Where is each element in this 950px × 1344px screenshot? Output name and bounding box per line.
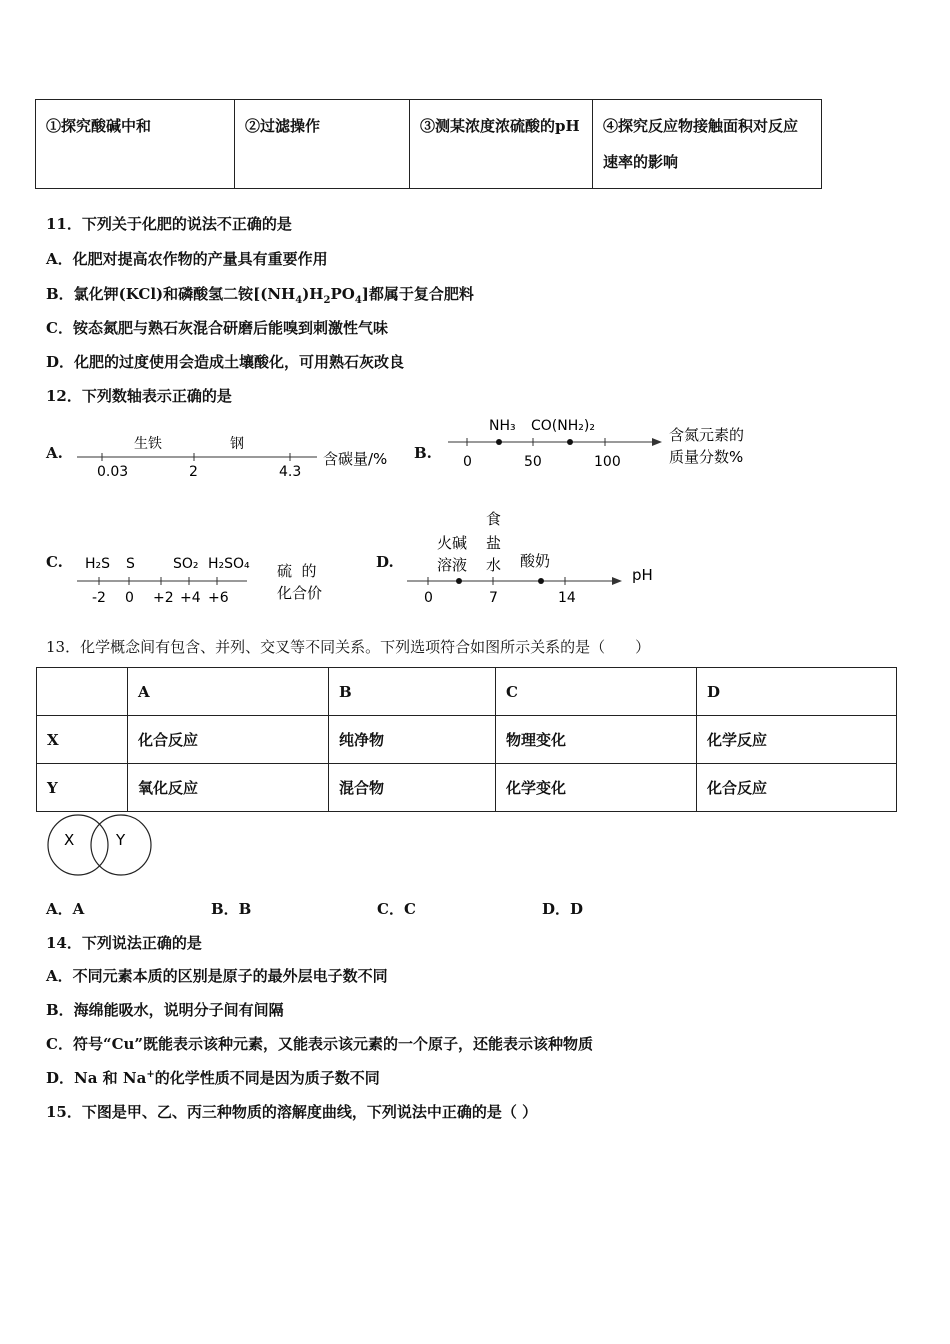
q15-stem: 15．下图是甲、乙、丙三种物质的溶解度曲线，下列说法中正确的是（ ）	[46, 1103, 538, 1121]
q14-option-c: C．符号“Cu”既能表示该种元素，又能表示该元素的一个原子，还能表示该种物质	[46, 1035, 594, 1053]
b-axis-label-1: 含氮元素的	[669, 426, 745, 444]
c-tick-4: +6	[208, 590, 229, 606]
b-axis-label-2: 质量分数%	[669, 448, 744, 466]
a-top-label-1: 钢	[230, 436, 244, 452]
concept-table	[36, 667, 897, 812]
q11-b-pre: B．氯化钾(KCl)和磷酸氢二铵[(NH	[46, 285, 296, 303]
b-tick-1: 50	[524, 454, 542, 470]
c-axis-label-1: 硫 的	[277, 562, 317, 580]
q13-choice-a: A．A	[46, 900, 85, 918]
q12-d-numberline	[402, 508, 702, 608]
d-tick-2: 14	[558, 590, 576, 606]
a-tick-1: 2	[189, 464, 198, 480]
q13-stem: 13．化学概念间有包含、并列、交叉等不同关系。下列选项符合如图所示关系的是（ ）	[46, 638, 651, 656]
table-cell: Y	[37, 764, 128, 812]
q11-option-a: A．化肥对提高农作物的产量具有重要作用	[46, 250, 328, 268]
b-top-label-1: CO(NH₂)₂	[531, 418, 595, 434]
q12-d-letter: D.	[376, 553, 394, 571]
a-axis-label: 含碳量/%	[323, 450, 388, 468]
d-tick-0: 0	[424, 590, 433, 606]
table-cell: 化学变化	[496, 764, 697, 812]
header-cell	[37, 668, 128, 716]
c-tick-3: +4	[180, 590, 201, 606]
q13-choice-d: D．D	[542, 900, 584, 918]
venn-diagram	[44, 812, 164, 882]
table-cell: 氧化反应	[128, 764, 329, 812]
q13-choice-c: C．C	[377, 900, 416, 918]
q11-b-sub3: 4	[354, 295, 362, 306]
q14-d-post: 的化学性质不同是因为质子数不同	[154, 1069, 380, 1087]
d-top-label-water: 水	[486, 556, 502, 574]
venn-y: Y	[116, 831, 126, 849]
a-tick-2: 4.3	[279, 464, 302, 480]
table-cell: 化学反应	[697, 716, 897, 764]
q14-stem: 14．下列说法正确的是	[46, 934, 202, 952]
a-top-label-0: 生铁	[134, 436, 162, 452]
cell-3: ③测某浓度浓硫酸的pH	[410, 100, 593, 189]
d-tick-1: 7	[489, 590, 498, 606]
q14-d-pre: D．Na 和 Na	[46, 1069, 147, 1087]
d-top-label-yogurt: 酸奶	[520, 552, 551, 570]
q12-a-letter: A.	[46, 444, 63, 462]
venn-x: X	[64, 831, 75, 849]
table-cell: 物理变化	[496, 716, 697, 764]
c-top-label-1: S	[126, 556, 135, 572]
q12-stem: 12．下列数轴表示正确的是	[46, 387, 232, 405]
cell-4: ④探究反应物接触面积对反应速率的影响	[593, 100, 822, 189]
header-cell: A	[128, 668, 329, 716]
c-top-label-3: H₂SO₄	[208, 556, 250, 572]
table-cell: 纯净物	[329, 716, 496, 764]
d-top-label-solution: 溶液	[437, 556, 468, 574]
header-cell: C	[496, 668, 697, 716]
b-tick-2: 100	[594, 454, 621, 470]
q11-option-d: D．化肥的过度使用会造成土壤酸化，可用熟石灰改良	[46, 353, 405, 371]
q11-option-c: C．铵态氮肥与熟石灰混合研磨后能嗅到刺激性气味	[46, 319, 388, 337]
c-tick-1: 0	[125, 590, 134, 606]
q12-b-numberline	[440, 412, 790, 474]
q11-b-post: ]都属于复合肥料	[361, 285, 474, 303]
q14-option-b: B．海绵能吸水，说明分子间有间隔	[46, 1001, 284, 1019]
table-row	[37, 764, 897, 812]
b-tick-0: 0	[463, 454, 472, 470]
q14-option-a: A．不同元素本质的区别是原子的最外层电子数不同	[46, 967, 388, 985]
q11-stem: 11．下列关于化肥的说法不正确的是	[46, 215, 292, 233]
q11-b-sub1: 4	[295, 295, 303, 306]
table-cell: 化合反应	[128, 716, 329, 764]
header-cell: D	[697, 668, 897, 716]
header-cell: B	[329, 668, 496, 716]
table-cell: 混合物	[329, 764, 496, 812]
d-top-label-firealkali: 火碱	[437, 534, 468, 552]
cell-1: ①探究酸碱中和	[36, 100, 235, 189]
q12-a-numberline	[72, 428, 402, 488]
c-top-label-0: H₂S	[85, 556, 111, 572]
table-cell: X	[37, 716, 128, 764]
a-tick-0: 0.03	[97, 464, 129, 480]
c-tick-2: +2	[153, 590, 174, 606]
c-top-label-2: SO₂	[173, 556, 199, 572]
experiment-table	[35, 99, 822, 189]
q11-b-mid2: PO	[330, 285, 355, 303]
q12-c-letter: C.	[46, 553, 63, 571]
d-top-label-salt: 盐	[486, 534, 502, 552]
q12-c-numberline	[72, 548, 372, 610]
c-axis-label-2: 化合价	[277, 584, 323, 602]
q11-b-mid1: )H	[302, 285, 324, 303]
c-tick-0: -2	[92, 590, 106, 606]
table-row	[37, 716, 897, 764]
cell-2: ②过滤操作	[235, 100, 410, 189]
q13-choice-b: B．B	[211, 900, 252, 918]
q12-b-letter: B.	[414, 444, 432, 462]
q14-d-sup: +	[146, 1069, 155, 1080]
d-axis-label: pH	[632, 566, 653, 584]
q11-option-b	[46, 283, 474, 306]
b-top-label-0: NH₃	[489, 418, 516, 434]
table-header-row	[37, 668, 897, 716]
q14-option-d	[46, 1067, 380, 1088]
q11-b-sub2: 2	[323, 295, 331, 306]
d-top-label-food: 食	[486, 510, 502, 528]
table-cell: 化合反应	[697, 764, 897, 812]
